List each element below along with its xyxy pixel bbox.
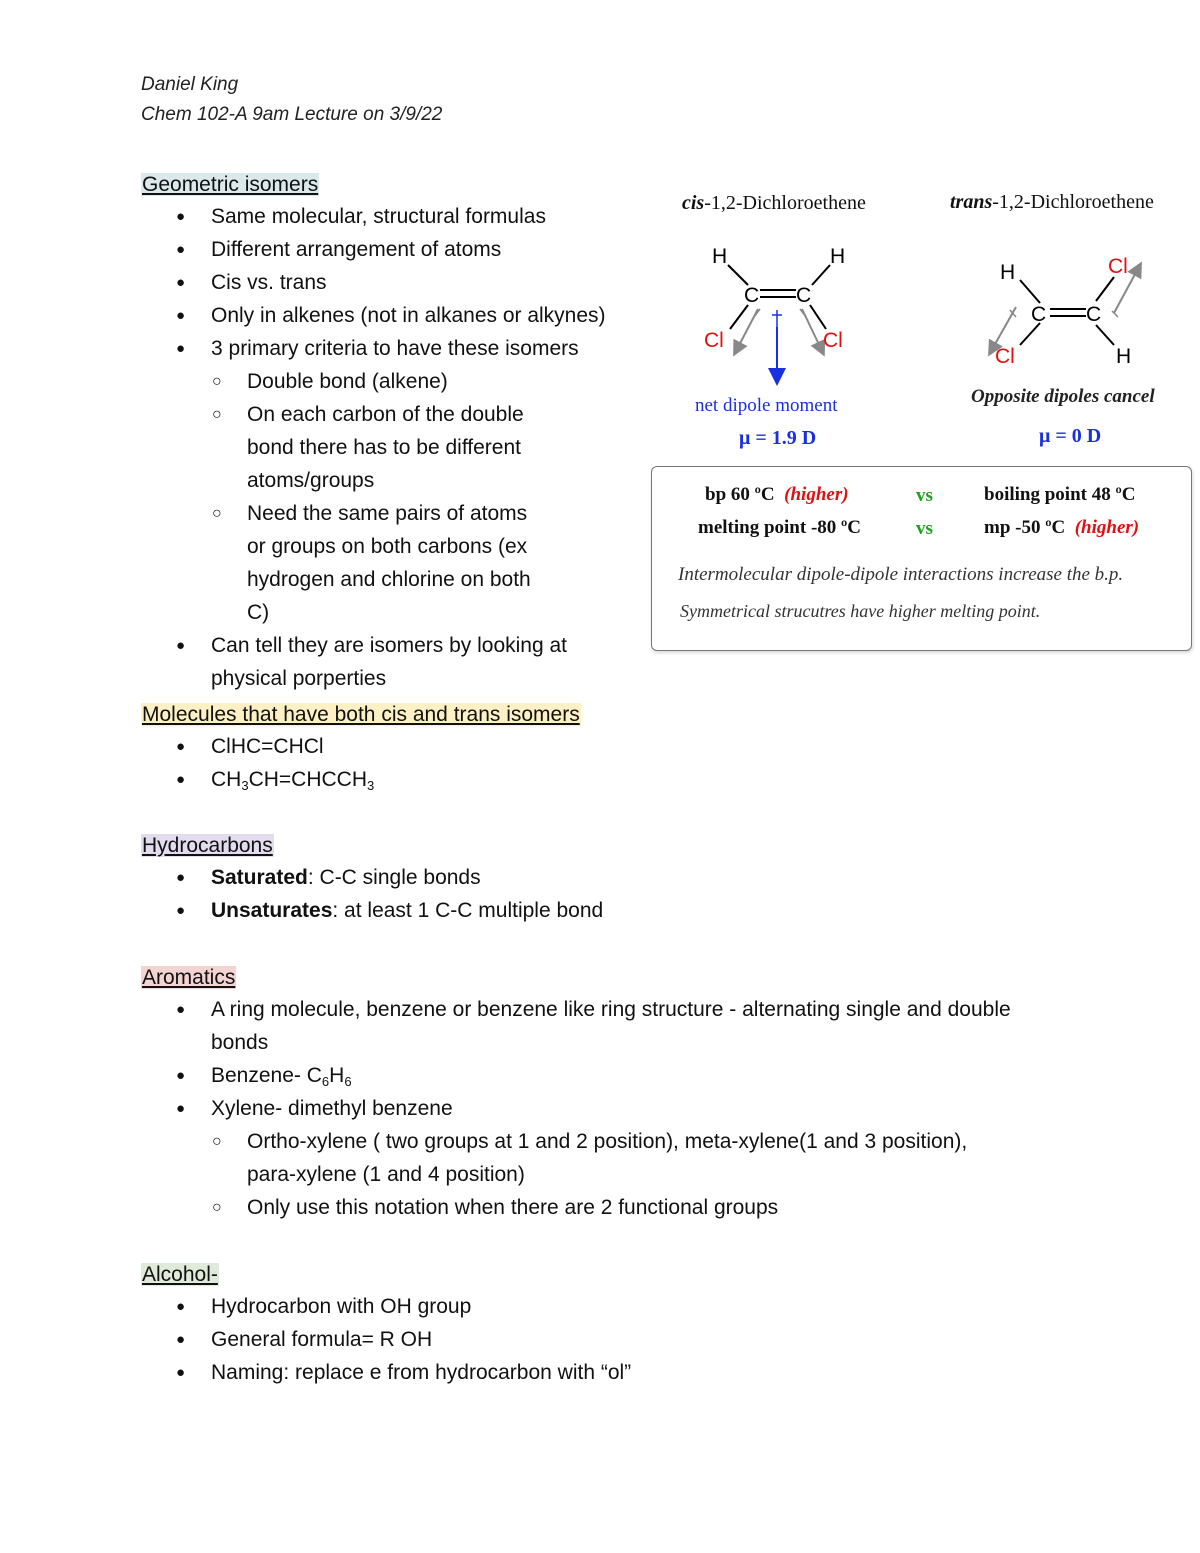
list-item: ● Cis vs. trans: [141, 266, 771, 299]
heading-geometric: Geometric isomers: [142, 173, 319, 196]
list-item: ● Can tell they are isomers by looking at physical porperties: [141, 629, 571, 695]
list-item: ● Benzene- $C_6H_6$: [141, 1059, 1101, 1092]
trans-title: trans-1,2-Dichloroethene: [950, 191, 1154, 213]
note-symmetry: Symmetrical strucutres have higher melting point.: [680, 601, 1041, 621]
trans-dipole-value: μ = 0 D: [1039, 425, 1102, 447]
list-item: ● 3 primary criteria to have these isomers: [141, 332, 771, 365]
list-item: ● General formula= R OH: [141, 1323, 841, 1356]
heading-alcohol: Alcohol-: [142, 1263, 218, 1286]
list-subitem: ○ On each carbon of the double bond there has to be different atoms/groups: [176, 398, 547, 497]
heading-hydrocarbons: Hydrocarbons: [142, 834, 273, 857]
svg-text:Cl: Cl: [1108, 255, 1128, 278]
list-item: ● Unsaturates: at least 1 C-C multiple bond: [141, 894, 841, 927]
cis-dipole-value: μ = 1.9 D: [739, 427, 817, 449]
cis-title: cis-1,2-Dichloroethene: [682, 192, 866, 214]
list-subitem: ○ Need the same pairs of atoms or groups on both carbons (ex hydrogen and chlorine on both C): [176, 497, 547, 629]
svg-text:H: H: [830, 245, 846, 268]
trans-mp: mp -50 ºC (higher): [984, 517, 1140, 538]
cis-mp: melting point -80 ºC: [698, 517, 862, 538]
note-dipole: Intermolecular dipole-dipole interactions increase the b.p.: [678, 564, 1124, 585]
list-item: ● Xylene- dimethyl benzene: [141, 1092, 1101, 1125]
molecule-diagram: [690, 235, 1190, 395]
section-aromatics: [141, 963, 1101, 1224]
svg-text:Cl: Cl: [995, 345, 1015, 368]
vs-label: vs: [916, 518, 933, 539]
list-item: ● Different arrangement of atoms: [141, 233, 771, 266]
heading-molecules: Molecules that have both cis and trans isomers: [142, 703, 580, 726]
list-subitem: ○ Ortho-xylene ( two groups at 1 and 2 position), meta-xylene(1 and 3 position), para-xylene (1 and 4 position): [176, 1125, 1007, 1191]
section-hydrocarbons: [141, 831, 841, 927]
list-item: ● Hydrocarbon with OH group: [141, 1290, 841, 1323]
svg-text:H: H: [1000, 261, 1016, 284]
list-subitem: ○ Only use this notation when there are 2 functional groups: [176, 1191, 1101, 1224]
list-item: ● Saturated: C-C single bonds: [141, 861, 841, 894]
cis-bp: bp 60 ºC (higher): [705, 484, 849, 505]
vs-label: vs: [916, 485, 933, 506]
svg-text:Cl: Cl: [704, 329, 724, 352]
list-item: ● A ring molecule, benzene or benzene like ring structure - alternating single and double bonds: [141, 993, 1041, 1059]
section-geometric: [141, 170, 631, 695]
list-item: ● Same molecular, structural formulas: [141, 200, 771, 233]
trans-bp: boiling point 48 ºC: [984, 484, 1136, 505]
section-molecules: [141, 700, 841, 796]
svg-text:H: H: [1116, 345, 1132, 368]
author-name: Daniel King: [141, 74, 239, 95]
svg-text:C: C: [1031, 303, 1047, 326]
list-item: ● Naming: replace e from hydrocarbon with “ol”: [141, 1356, 841, 1389]
section-alcohol: [141, 1260, 841, 1389]
net-dipole-label: net dipole moment: [695, 395, 838, 416]
comparison-box: [651, 466, 1192, 651]
trans-molecule: [990, 255, 1140, 368]
list-item: ● Only in alkenes (not in alkanes or alkynes): [141, 299, 771, 332]
list-subitem: ○ Double bond (alkene): [176, 365, 621, 398]
trans-note: Opposite dipoles cancel: [971, 386, 1155, 407]
svg-text:C: C: [744, 284, 760, 307]
list-item: ● $CH_3CH=CHCCH_3$: [141, 763, 841, 796]
svg-text:C: C: [1086, 303, 1102, 326]
course-line: Chem 102-A 9am Lecture on 3/9/22: [141, 104, 443, 125]
svg-text:Cl: Cl: [823, 329, 843, 352]
list-item: ● ClHC=CHCl: [141, 730, 841, 763]
svg-text:H: H: [712, 245, 728, 268]
heading-aromatics: Aromatics: [142, 966, 236, 989]
cis-molecule: [704, 245, 845, 380]
svg-text:C: C: [796, 284, 812, 307]
